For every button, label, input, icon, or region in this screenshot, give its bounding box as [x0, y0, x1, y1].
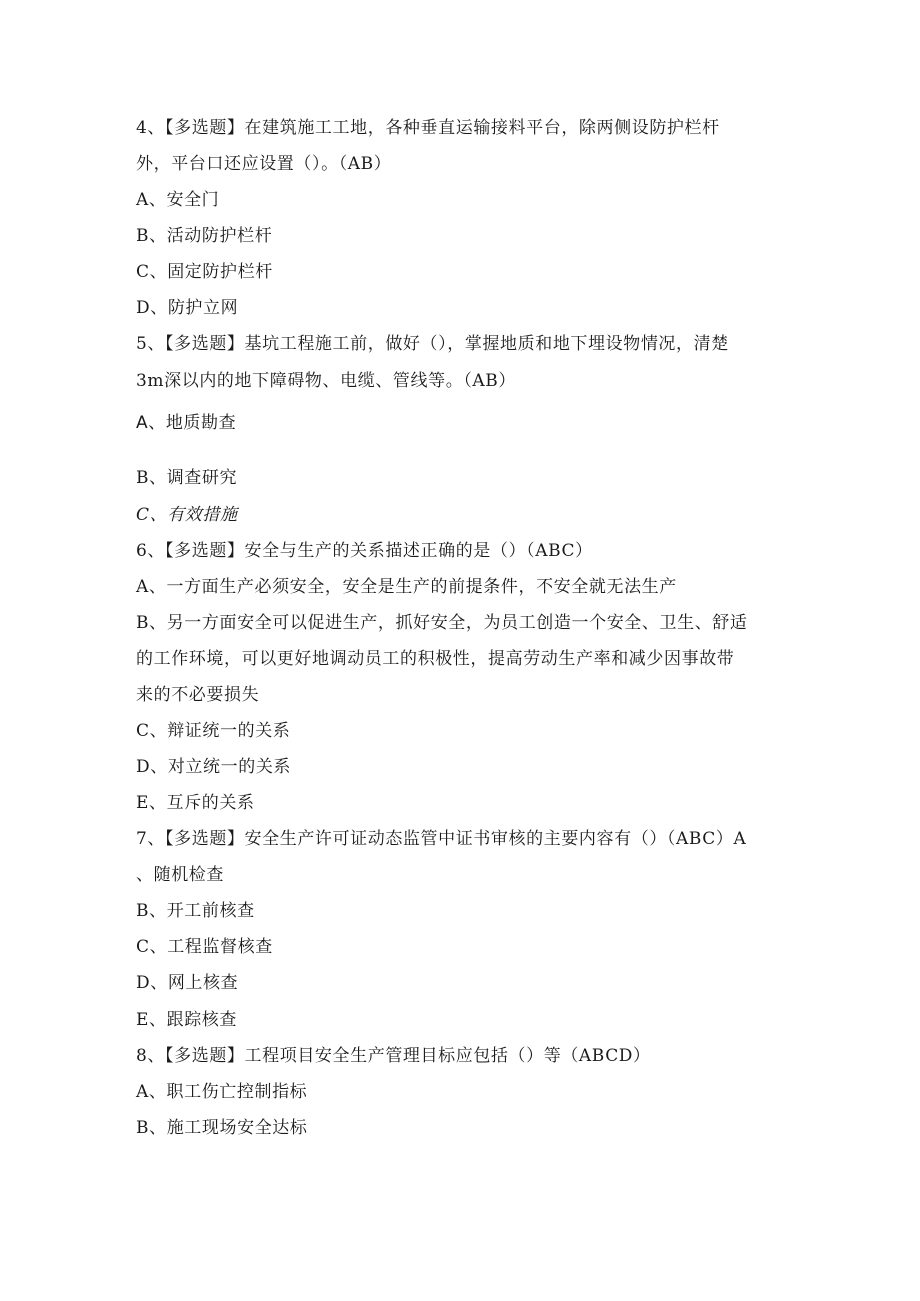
- question-5-stem-line-1: 5、【多选题】基坑工程施工前，做好（），掌握地质和地下埋设物情况，清楚: [136, 334, 729, 354]
- question-6-option-b-line-3: 来的不必要损失: [136, 685, 260, 705]
- question-5-option-a: A、地质勘查: [136, 413, 237, 433]
- question-7-option-c: C、工程监督核查: [136, 937, 273, 957]
- question-8-option-b: B、施工现场安全达标: [136, 1118, 308, 1138]
- question-5-stem-line-2: 3m深以内的地下障碍物、电缆、管线等。（AB）: [136, 371, 517, 391]
- question-6-option-b-line-2: 的工作环境，可以更好地调动员工的积极性，提高劳动生产率和减少因事故带: [136, 649, 735, 669]
- question-6-option-d: D、对立统一的关系: [136, 757, 292, 777]
- question-4-stem-line-1: 4、【多选题】在建筑施工工地，各种垂直运输接料平台，除两侧设防护栏杆: [136, 118, 720, 138]
- question-7-option-b: B、开工前核查: [136, 901, 255, 921]
- question-6-stem: 6、【多选题】安全与生产的关系描述正确的是（）（ABC）: [136, 541, 593, 561]
- question-7-option-a: 、随机检查: [136, 865, 224, 885]
- question-6-option-b-line-1: B、另一方面安全可以促进生产，抓好安全，为员工创造一个安全、卫生、舒适: [136, 613, 748, 633]
- question-6-option-a: A、一方面生产必须安全，安全是生产的前提条件，不安全就无法生产: [136, 577, 677, 597]
- question-7-stem: 7、【多选题】安全生产许可证动态监管中证书审核的主要内容有（）（ABC）A: [136, 829, 747, 849]
- question-7-option-d: D、网上核查: [136, 973, 239, 993]
- question-4-option-b: B、活动防护栏杆: [136, 226, 273, 246]
- question-4-stem-line-2: 外，平台口还应设置（）。（AB）: [136, 154, 392, 174]
- question-5-option-c: C、有效措施: [136, 505, 238, 525]
- question-6-option-c: C、辩证统一的关系: [136, 721, 291, 741]
- question-4-option-c: C、固定防护栏杆: [136, 262, 273, 282]
- question-8-option-a: A、职工伤亡控制指标: [136, 1082, 308, 1102]
- question-4-option-a: A、安全门: [136, 190, 220, 210]
- question-7-option-e: E、跟踪核查: [136, 1010, 238, 1030]
- question-6-option-e: E、互斥的关系: [136, 793, 255, 813]
- question-4-option-d: D、防护立网: [136, 298, 239, 318]
- question-5-option-b: B、调查研究: [136, 468, 238, 488]
- question-8-stem: 8、【多选题】工程项目安全生产管理目标应包括（）等（ABCD）: [136, 1046, 651, 1066]
